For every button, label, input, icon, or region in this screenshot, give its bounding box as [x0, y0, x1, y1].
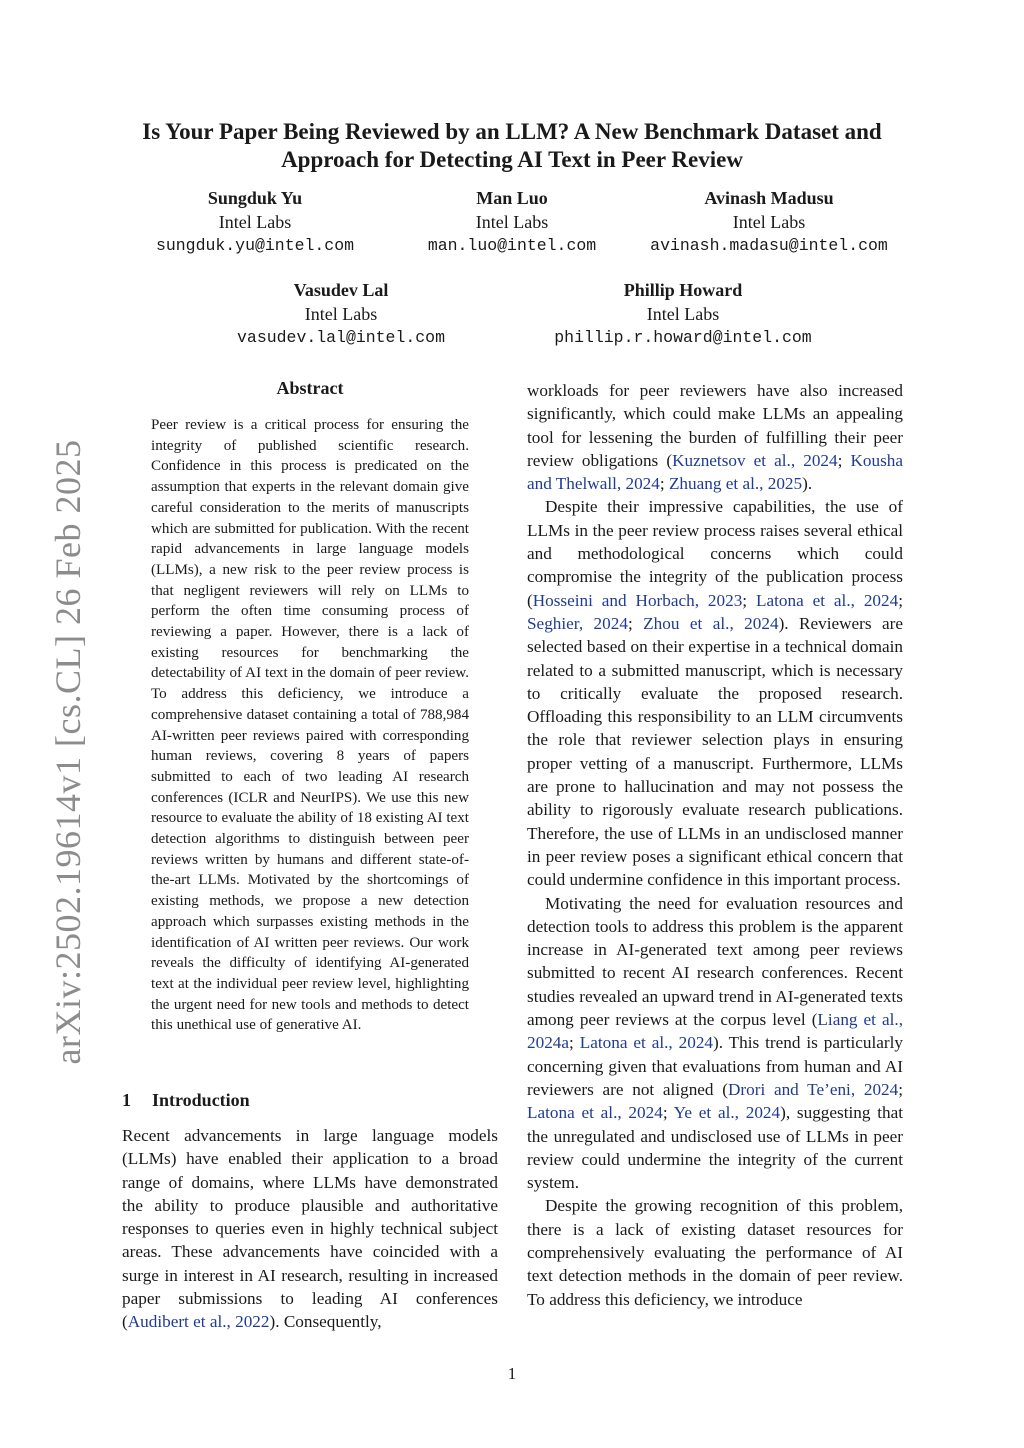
author-name: Phillip Howard	[623, 280, 743, 300]
citation-link[interactable]: Latona et al., 2024	[755, 590, 899, 610]
title-line-2: Approach for Detecting AI Text in Peer Review	[281, 147, 743, 172]
page-number: 1	[507, 1364, 517, 1383]
citation-link[interactable]: Latona et al., 2024	[527, 1103, 663, 1123]
author-affiliation: Intel Labs	[304, 304, 378, 324]
author-block	[105, 186, 405, 258]
author-name: Sungduk Yu	[207, 188, 303, 208]
author-block	[191, 278, 491, 350]
section-number: 1	[122, 1090, 131, 1110]
body-text: workloads for peer reviewers have also increased significantly, which could make LLMs an appealing tool for lessening the burden of fulfilling their peer review obligations (	[527, 381, 903, 470]
separator: ;	[898, 1079, 904, 1099]
body-text: Recent advancements in large language models (LLMs) have enabled their application to a broad range of domains, where LLMs have demonstrated the ability to produce plausible and authoritative responses to queries even in highly technical subject areas. These advancements have coincided with a surge in interest in AI research, resulting in increased paper submissions to leading AI conferences (	[122, 1126, 498, 1332]
author-email[interactable]: avinash.madasu@intel.com	[650, 236, 888, 255]
paragraph	[527, 379, 903, 495]
citation-link[interactable]: Audibert et al., 2022	[127, 1312, 270, 1332]
body-text: ). Consequently,	[269, 1312, 382, 1332]
author-email[interactable]: sungduk.yu@intel.com	[155, 236, 355, 255]
citation-link[interactable]: Zhuang et al., 2025	[668, 474, 803, 494]
paragraph	[527, 495, 903, 891]
separator: ;	[569, 1033, 580, 1053]
citation-link[interactable]: Ye et al., 2024	[673, 1103, 781, 1123]
author-affiliation: Intel Labs	[218, 212, 292, 232]
section-title: Introduction	[152, 1090, 250, 1110]
citation-link[interactable]: Kousha and Thelwall, 2024	[527, 450, 904, 494]
paragraph	[527, 892, 903, 1195]
citation-link[interactable]: Hosseini and Horbach, 2023	[532, 590, 743, 610]
body-text: ). This trend is particularly concerning given that evaluations from human and AI reviewers are not aligned (	[527, 1033, 904, 1099]
citation-link[interactable]: Liang et al., 2024a	[527, 1010, 903, 1053]
author-name: Vasudev Lal	[293, 280, 389, 300]
separator: ;	[659, 474, 669, 494]
citation-link[interactable]: Kuznetsov et al., 2024	[672, 450, 838, 470]
author-block	[362, 186, 662, 258]
author-email[interactable]: phillip.r.howard@intel.com	[554, 328, 812, 347]
abstract-heading: Abstract	[276, 378, 344, 398]
citation-link[interactable]: Drori and Te’eni, 2024	[727, 1079, 899, 1099]
separator: ;	[627, 613, 644, 633]
separator: ;	[898, 590, 903, 610]
abstract-text: Peer review is a critical process for ensuring the integrity of published scientific research. Confidence in this process is predicated on the assumption that experts in the relevant domain give careful consideration to the merits of manuscripts which are submitted for publication. With the recent rapid advancements in large language models (LLMs), a new risk to the peer review process is that negligent reviewers will rely on LLMs to perform the often time consuming process of reviewing a paper. However, there is a lack of existing resources for benchmarking the detectability of AI text in the domain of peer review. To address this deficiency, we introduce a comprehensive dataset containing a total of 788,984 AI-written peer reviews paired with corresponding human reviews, covering 8 years of papers submitted to each of two leading AI research conferences (ICLR and NeurIPS). We use this new resource to evaluate the ability of 18 existing AI text detection algorithms to distinguish between peer reviews written by humans and different state-of-the-art LLMs. Motivated by the shortcomings of existing methods, we propose a new detection approach which surpasses existing methods in the identification of AI written peer reviews. Our work reveals the difficulty of identifying AI-generated text at the individual peer review level, highlighting the urgent need for new tools and methods to detect this unethical use of generative AI.	[151, 417, 469, 1034]
author-name: Man Luo	[476, 188, 548, 208]
author-block	[533, 278, 833, 350]
body-text: ). Reviewers are selected based on their expertise in a technical domain related to a submitted manuscript, which is necessary to critically evaluate the proposed research. Offloading this responsibility to an LLM circumvents the role that reviewer selection plays in ensuring proper vetting of a manuscript. Furthermore, LLMs are prone to hallucination and may not possess the ability to rigorously evaluate research publications. Therefore, the use of LLMs in an undisclosed manner in peer review poses a significant ethical concern that could undermine confidence in this important process.	[527, 613, 903, 890]
author-affiliation: Intel Labs	[646, 304, 720, 324]
title-line-1: Is Your Paper Being Reviewed by an LLM? A New Benchmark Dataset and	[142, 119, 882, 144]
citation-link[interactable]: Latona et al., 2024	[579, 1033, 714, 1053]
body-text: Despite their impressive capabilities, the use of LLMs in the peer review process raises several ethical and methodological concerns which could compromise the integrity of the publication process (	[527, 497, 903, 610]
right-column	[527, 379, 903, 1311]
paragraph	[527, 1194, 903, 1310]
citation-link[interactable]: Seghier, 2024	[527, 613, 628, 633]
author-name: Avinash Madusu	[704, 188, 834, 208]
body-text: Despite the growing recognition of this problem, there is a lack of existing dataset resources for comprehensively evaluating the performance of AI text detection methods in the domain of peer review. To address this deficiency, we introduce	[527, 1196, 903, 1309]
separator: ;	[662, 1103, 674, 1123]
citation-link[interactable]: Zhou et al., 2024	[643, 613, 779, 633]
body-text: ).	[802, 474, 813, 494]
author-email[interactable]: man.luo@intel.com	[427, 236, 597, 255]
body-text: Motivating the need for evaluation resources and detection tools to address this problem is the apparent increase in AI-generated text among peer reviews submitted to recent AI research conferences. Recent studies revealed an upward trend in AI-generated texts among peer reviews at the corpus level (	[527, 893, 903, 1030]
paper-title	[100, 118, 924, 174]
arxiv-stamp: arXiv:2502.19614v1 [cs.CL] 26 Feb 2025	[48, 439, 88, 1065]
separator: ;	[742, 590, 756, 610]
author-affiliation: Intel Labs	[475, 212, 549, 232]
body-text: ), suggesting that the unregulated and undisclosed use of LLMs in peer review could undermine the integrity of the current system.	[527, 1103, 903, 1193]
section-heading	[122, 1090, 250, 1111]
author-block	[619, 186, 919, 258]
author-email[interactable]: vasudev.lal@intel.com	[237, 328, 445, 347]
author-affiliation: Intel Labs	[732, 212, 806, 232]
intro-paragraph	[122, 1124, 498, 1334]
separator: ;	[837, 450, 851, 470]
